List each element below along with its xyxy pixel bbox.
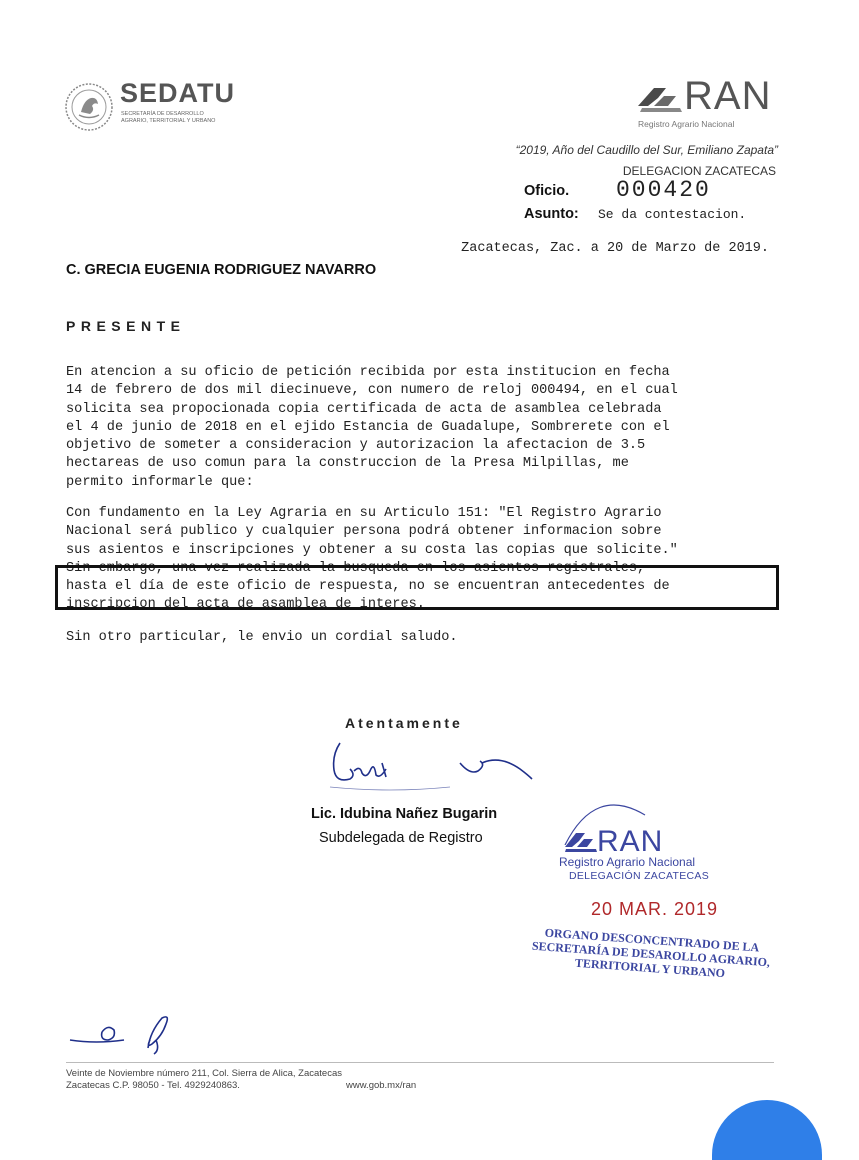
mexico-seal-icon	[64, 82, 114, 132]
greeting: PRESENTE	[66, 318, 186, 334]
handwritten-initials	[66, 1010, 196, 1060]
asunto-label: Asunto:	[524, 206, 579, 222]
valediction: Atentamente	[345, 715, 463, 731]
oficio-number: 000420	[616, 177, 711, 203]
asunto-value: Se da contestacion.	[598, 207, 747, 222]
footer-divider	[66, 1062, 774, 1063]
closing-line: Sin otro particular, le envio un cordial saludo.	[66, 630, 458, 645]
footer-address: Veinte de Noviembre número 211, Col. Sierra de Alica, Zacatecas	[66, 1068, 342, 1079]
stamp-ran-wordmark: RAN	[597, 825, 664, 858]
ran-emblem-icon	[636, 82, 684, 114]
floating-action-badge[interactable]	[712, 1100, 822, 1160]
recipient-name: C. GRECIA EUGENIA RODRIGUEZ NAVARRO	[66, 262, 377, 278]
oficio-label: Oficio.	[524, 183, 570, 199]
letter-date: Zacatecas, Zac. a 20 de Marzo de 2019.	[461, 241, 769, 256]
ran-emblem-icon	[563, 829, 599, 853]
ran-logo	[636, 74, 781, 133]
body-paragraph-2: Con fundamento en la Ley Agraria en su Articulo 151: "El Registro Agrario Nacional será publico y cualquier persona podrá obtener informacion sobre sus asientos e inscripciones y obtener a su costa las copias que solicite." Sin embargo, una vez realizada la busqueda en los asientos registrales, hasta el día de este oficio de respuesta, no se encuentran antecedentes de inscripcion del acta de asamblea de interes.	[66, 506, 678, 613]
handwritten-signature	[310, 735, 560, 795]
stamp-delegation: DELEGACIÓN ZACATECAS	[569, 870, 709, 882]
footer-cp-phone: Zacatecas C.P. 98050 - Tel. 4929240863.	[66, 1080, 240, 1091]
year-motto: “2019, Año del Caudillo del Sur, Emiliano Zapata”	[515, 143, 778, 157]
highlight-box	[55, 565, 779, 610]
stamp-subtitle: Registro Agrario Nacional	[559, 855, 696, 869]
footer-website: www.gob.mx/ran	[346, 1080, 417, 1091]
delegation-name: DELEGACION ZACATECAS	[622, 164, 776, 178]
signer-name: Lic. Idubina Nañez Bugarin	[311, 806, 498, 822]
ran-wordmark: RAN	[684, 74, 772, 118]
sedatu-subtitle: SECRETARÍA DE DESARROLLO AGRARIO, TERRITORIAL Y URBANO	[121, 111, 216, 124]
sedatu-logo	[64, 78, 264, 138]
stamp-date: 20 MAR. 2019	[591, 899, 719, 919]
sedatu-wordmark: SEDATU	[120, 78, 236, 108]
reception-stamp	[531, 825, 785, 1005]
ran-subtitle: Registro Agrario Nacional	[638, 119, 735, 129]
stamp-organ: ORGANO DESCONCENTRADO DE LA SECRETARÍA DE DESAROLLO AGRARIO, TERRITORIAL Y URBANO	[531, 925, 771, 981]
signer-title: Subdelegada de Registro	[319, 830, 483, 846]
body-paragraph-1: En atencion a su oficio de petición recibida por esta institucion en fecha 14 de febrero de dos mil diecinueve, con numero de reloj 000494, en el cual solicita sea propocionada copia certificada de acta de asamblea celebrada el 4 de junio de 2018 en el ejido Estancia de Guadalupe, Sombrerete con el objetivo de someter a consideracion y autorizacion la afectacion de 3.5 hectareas de uso comun para la construccion de la Presa Milpillas, me permito informarle que:	[66, 365, 678, 490]
